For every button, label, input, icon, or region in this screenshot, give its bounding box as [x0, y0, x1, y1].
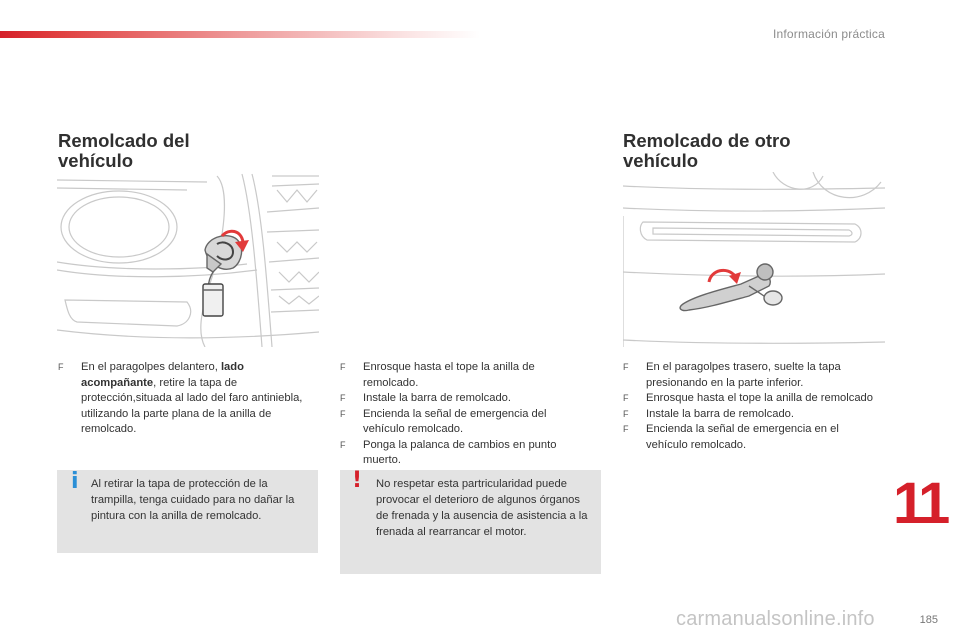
info-note — [57, 470, 318, 553]
bullet-mark: F — [340, 393, 346, 403]
right-title-line1: Remolcado de otro — [623, 130, 791, 151]
list-item — [623, 422, 873, 453]
page-number: 185 — [919, 614, 938, 626]
right-section-title — [623, 131, 791, 171]
right-bullet-2: Enrosque hasta el tope la anilla de remolcado — [646, 392, 874, 404]
list-item — [623, 407, 873, 423]
bullet1-post: , retire la tapa de protección,situada al lado del faro antiniebla, utilizando la parte plana de la anilla de remolcado. — [81, 376, 303, 435]
right-title-line2: vehículo — [623, 150, 699, 171]
bullet-mark: F — [623, 393, 629, 403]
right-bullet-4: Encienda la señal de emergencia en el vehículo remolcado. — [646, 423, 839, 451]
left-instructions — [58, 360, 308, 438]
bullet-mark: F — [623, 408, 629, 419]
bullet-mark: F — [623, 362, 629, 372]
middle-bullet-3: Encienda la señal de emergencia del vehículo remolcado. — [363, 407, 547, 435]
list-item — [623, 391, 873, 407]
bullet-mark: F — [340, 439, 346, 450]
list-item — [58, 360, 308, 438]
front-bumper-illustration — [57, 172, 319, 347]
info-icon: i — [71, 469, 79, 494]
bullet-mark: F — [623, 424, 629, 434]
middle-bullet-4: Ponga la palanca de cambios en punto muerto. — [363, 438, 557, 466]
list-item — [340, 407, 585, 438]
right-bullet-3: Instale la barra de remolcado. — [646, 407, 795, 420]
left-title-line1: Remolcado del — [58, 130, 190, 151]
middle-bullet-1: Enrosque hasta el tope la anilla de remolcado. — [363, 361, 535, 389]
watermark: carmanualsonline.info — [676, 608, 875, 630]
bullet1-bold: lado acompañante — [81, 361, 244, 389]
warning-note-text: No respetar esta partricularidad puede provocar el deterioro de algunos órganos de frenada y la ausencia de asistencia a la frenada al rearrancar el motor. — [376, 478, 588, 538]
bullet-mark: F — [340, 408, 346, 419]
warning-icon: ! — [352, 468, 363, 493]
left-title-line2: vehículo — [58, 150, 134, 171]
rear-bumper-illustration — [623, 172, 885, 347]
running-header: Información práctica — [772, 27, 885, 41]
right-bullet-1: En el paragolpes trasero, suelte la tapa presionando en la parte inferior. — [646, 361, 841, 389]
chapter-color-bar — [0, 31, 480, 38]
info-note-text: Al retirar la tapa de protección de la trampilla, tenga cuidado para no dañar la pintura con la anilla de remolcado. — [91, 478, 295, 522]
list-item — [623, 360, 873, 391]
middle-instructions — [340, 360, 585, 469]
list-item — [340, 360, 585, 391]
right-instructions — [623, 360, 873, 453]
list-item — [340, 438, 585, 469]
bullet-mark: F — [340, 362, 346, 372]
bullet1-pre: En el paragolpes delantero, — [81, 361, 221, 373]
warning-note — [340, 470, 601, 574]
list-item — [340, 391, 585, 407]
left-section-title — [58, 131, 190, 171]
middle-bullet-2: Instale la barra de remolcado. — [363, 392, 512, 404]
chapter-number: 11 — [893, 471, 947, 536]
bullet-mark: F — [58, 362, 64, 372]
